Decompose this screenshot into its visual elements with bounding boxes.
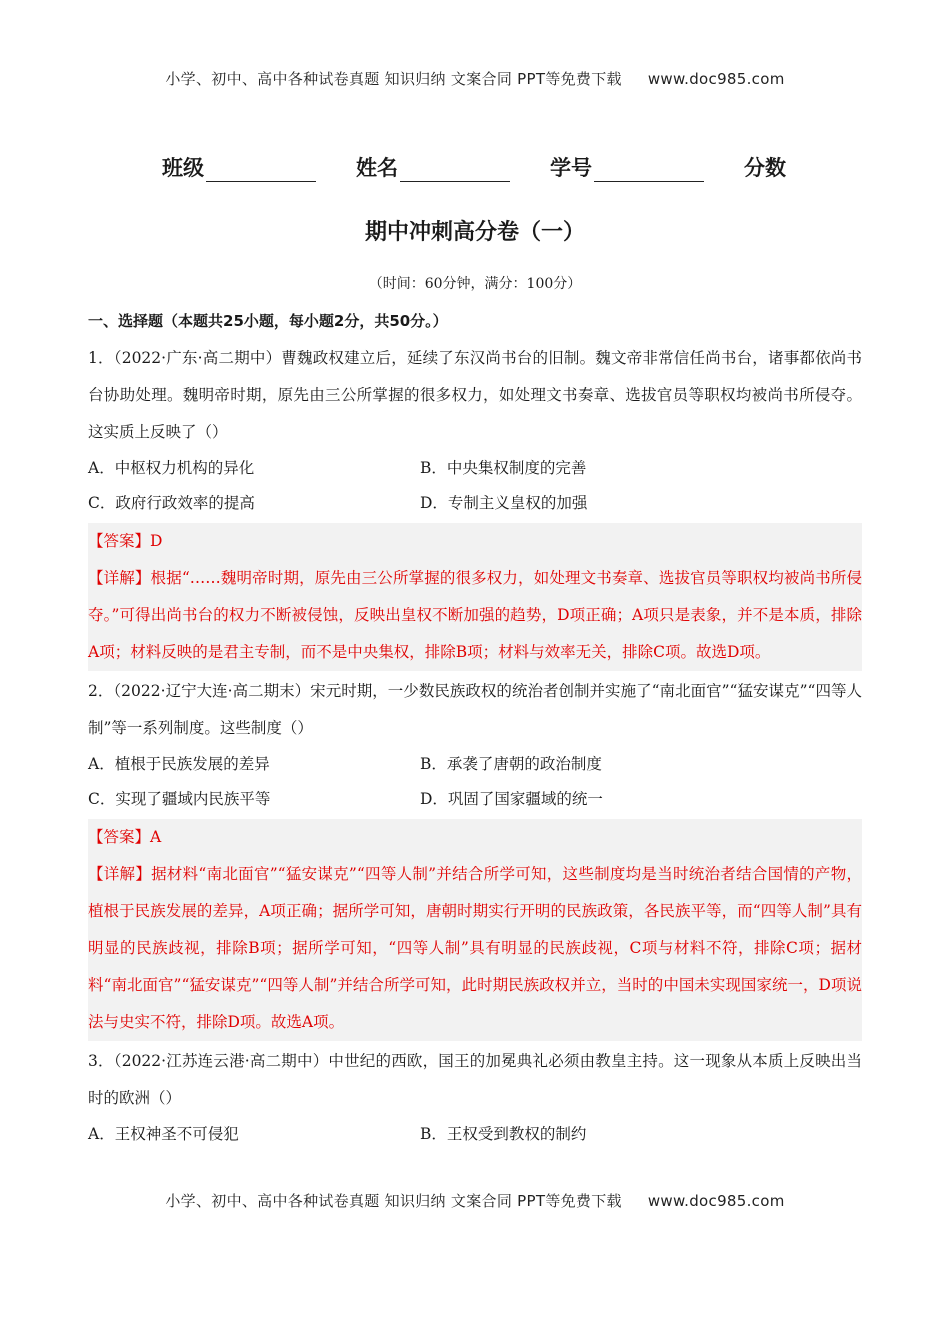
option-b[interactable]: B．中央集权制度的完善 [420,459,587,477]
option-b[interactable]: B．承袭了唐朝的政治制度 [420,755,602,773]
header-site-link[interactable]: www.doc985.com [647,70,785,88]
student-info-row [162,152,802,182]
score-field [744,152,786,182]
option-c[interactable]: C．政府行政效率的提高 [88,494,255,512]
class-label: 班级 [162,156,204,180]
footer-site-link[interactable]: www.doc985.com [647,1192,785,1210]
option-d[interactable]: D．巩固了国家疆域的统一 [420,790,603,808]
name-field [356,152,510,182]
class-field [162,152,316,182]
name-blank [400,161,510,182]
question-2 [88,673,862,1041]
option-a[interactable]: A．王权神圣不可侵犯 [88,1125,239,1143]
option-list [88,1117,862,1152]
option-d[interactable]: D．专制主义皇权的加强 [420,494,588,512]
answer-box [88,819,862,1041]
question-stem: 3．（2022·江苏连云港·高二期中）中世纪的西欧，国王的加冕典礼必须由教皇主持。这一现象从本质上反映出当时的欧洲（） [88,1052,862,1107]
header-text: 小学、初中、高中各种试卷真题 知识归纳 文案合同 PPT等免费下载 [165,70,622,88]
answer-label: 【答案】D [88,532,163,550]
score-label: 分数 [744,156,786,180]
student-id-blank [594,161,704,182]
answer-detail: 【详解】据材料“南北面官”“猛安谋克”“四等人制”并结合所学可知，这些制度均是当时统治者结合国情的产物，植根于民族发展的差异，A项正确；据所学可知，唐朝时期实行开明的民族政策，各民族平等，而“四等人制”具有明显的民族歧视，排除B项；据所学可知，“四等人制”具有明显的民族歧视，C项与材料不符，排除C项；据材料“南北面官”“猛安谋克”“四等人制”并结合所学可知，此时期民族政权并立，当时的中国未实现国家统一，D项说法与史实不符，排除D项。故选A项。 [88,865,862,1031]
page-footer [0,1190,950,1211]
footer-text: 小学、初中、高中各种试卷真题 知识归纳 文案合同 PPT等免费下载 [165,1192,622,1210]
question-1 [88,340,862,671]
option-list [88,747,862,817]
option-a[interactable]: A．植根于民族发展的差异 [88,755,270,773]
option-list [88,451,862,521]
section-heading: 一、选择题（本题共25小题，每小题2分，共50分。） [88,312,448,330]
option-a[interactable]: A．中枢权力机构的异化 [88,459,255,477]
exam-content [88,306,862,1152]
answer-box [88,523,862,671]
exam-subtitle: （时间：60分钟，满分：100分） [368,276,582,292]
question-stem: 2．（2022·辽宁大连·高二期末）宋元时期，一少数民族政权的统治者创制并实施了“南北面官”“猛安谋克”“四等人制”等一系列制度。这些制度（） [88,682,862,737]
question-3 [88,1043,862,1152]
page-header [0,68,950,89]
answer-label: 【答案】A [88,828,162,846]
answer-detail: 【详解】根据“……魏明帝时期，原先由三公所掌握的很多权力，如处理文书奏章、选拔官员等职权均被尚书所侵夺。”可得出尚书台的权力不断被侵蚀，反映出皇权不断加强的趋势，D项正确；A项只是表象，并不是本质，排除A项；材料反映的是君主专制，而不是中央集权，排除B项；材料与效率无关，排除C项。故选D项。 [88,569,862,661]
student-id-label: 学号 [550,156,592,180]
exam-title: 期中冲刺高分卷（一） [364,220,585,245]
name-label: 姓名 [356,156,398,180]
student-id-field [550,152,704,182]
option-c[interactable]: C．实现了疆域内民族平等 [88,790,271,808]
question-stem: 1．（2022·广东·高二期中）曹魏政权建立后，延续了东汉尚书台的旧制。魏文帝非常信任尚书台，诸事都依尚书台协助处理。魏明帝时期，原先由三公所掌握的很多权力，如处理文书奏章、选拔官员等职权均被尚书所侵夺。这实质上反映了（） [88,349,862,441]
class-blank [206,161,316,182]
option-b[interactable]: B．王权受到教权的制约 [420,1125,587,1143]
